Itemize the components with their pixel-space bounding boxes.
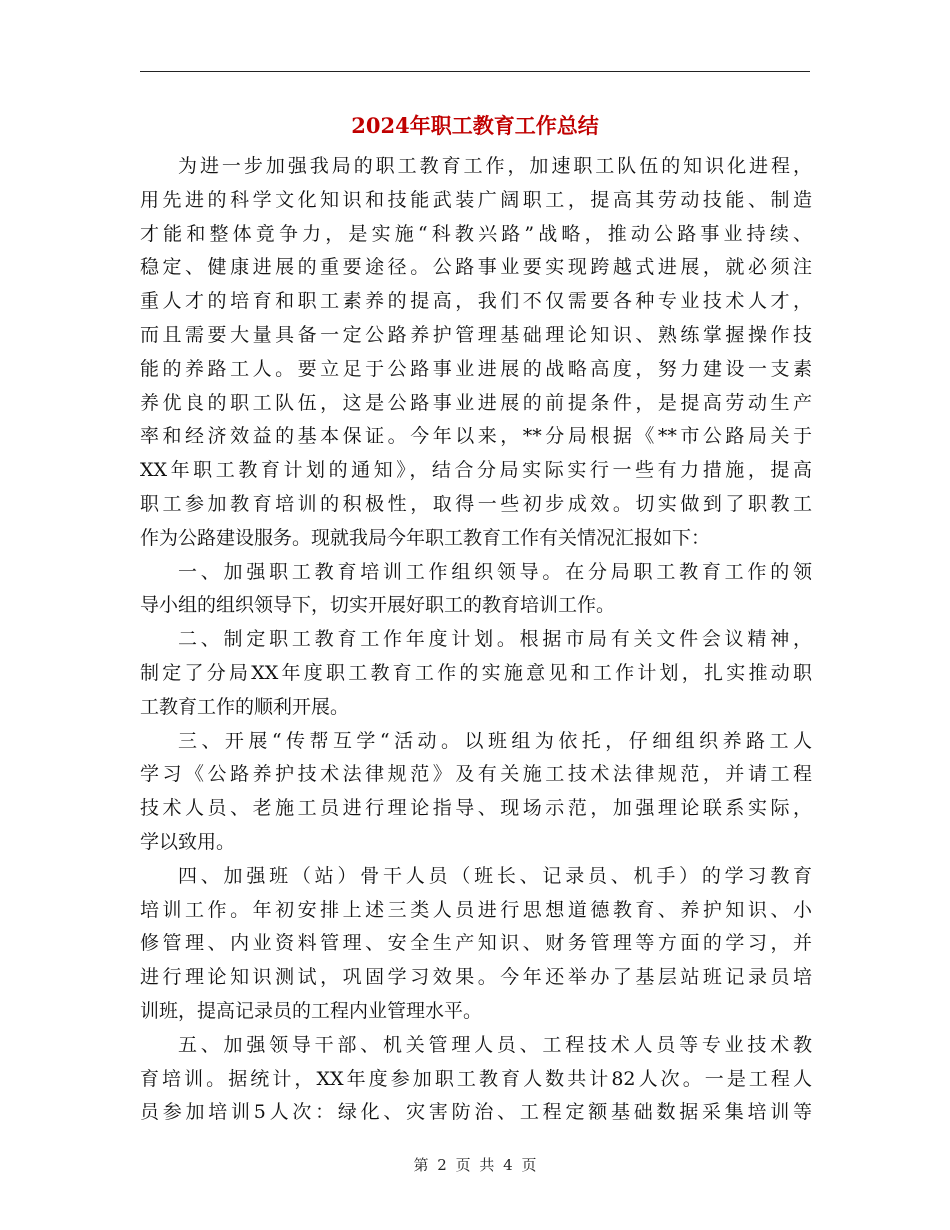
paragraph-line: 而且需要大量具备一定公路养护管理基础理论知识、熟练掌握操作技 [140,323,812,346]
paragraph-line: 养优良的职工队伍，这是公路事业进展的前提条件，是提高劳动生产 [140,391,812,414]
paragraph-line: 率和经济效益的基本保证。今年以来，**分局根据《**市公路局关于 [140,425,812,448]
paragraph [140,150,812,556]
paragraph-line: 二、制定职工教育工作年度计划。根据市局有关文件会议精神， [178,628,812,651]
paragraph-line: 学习《公路养护技术法律规范》及有关施工技术法律规范，并请工程 [140,763,812,786]
paragraph-line: 进行理论知识测试，巩固学习效果。今年还举办了基层站班记录员培 [140,966,812,989]
paragraph-line: 制定了分局XX年度职工教育工作的实施意见和工作计划，扎实推动职 [140,661,812,684]
paragraph-line: 用先进的科学文化知识和技能武装广阔职工，提高其劳动技能、制造 [140,188,812,211]
paragraph-line: 四、加强班（站）骨干人员（班长、记录员、机手）的学习教育 [178,864,812,887]
paragraph-line: 稳定、健康进展的重要途径。公路事业要实现跨越式进展，就必须注 [140,256,812,279]
paragraph [140,556,812,624]
paragraph-line: 为进一步加强我局的职工教育工作，加速职工队伍的知识化进程， [178,155,812,177]
paragraph-line: 技术人员、老施工员进行理论指导、现场示范，加强理论联系实际， [140,797,812,820]
paragraph-line: 重人才的培育和职工素养的提高，我们不仅需要各种专业技术人才， [140,290,812,313]
paragraph [140,1029,812,1130]
paragraph-line: XX年职工教育计划的通知》，结合分局实际实行一些有力措施，提高 [140,459,812,482]
paragraph-line: 学以致用。 [140,830,236,853]
paragraph-line: 五、加强领导干部、机关管理人员、工程技术人员等专业技术教 [178,1033,812,1056]
paragraph-line: 一、加强职工教育培训工作组织领导。在分局职工教育工作的领 [178,560,812,583]
paragraph-line: 导小组的组织领导下，切实开展好职工的教育培训工作。 [140,594,616,617]
paragraph-line: 工教育工作的顺利开展。 [140,695,350,718]
document-title: 2024年职工教育工作总结 [351,113,599,138]
paragraph-line: 员参加培训5人次：绿化、灾害防治、工程定额基础数据采集培训等 [140,1101,812,1124]
paragraph-line: 能的养路工人。要立足于公路事业进展的战略高度，努力建设一支素 [140,357,812,380]
page-footer: 第 2 页 共 4 页 [413,1156,537,1174]
paragraph-line: 才能和整体竟争力，是实施“科教兴路”战略，推动公路事业持续、 [140,222,812,245]
paragraph-line: 职工参加教育培训的积极性，取得一些初步成效。切实做到了职教工 [140,492,812,515]
paragraph-line: 作为公路建设服务。现就我局今年职工教育工作有关情况汇报如下： [140,526,711,549]
paragraph-line: 培训工作。年初安排上述三类人员进行思想道德教育、养护知识、小 [140,898,812,921]
document-body [140,150,812,1130]
header-rule [140,71,810,72]
paragraph-line: 育培训。据统计，XX年度参加职工教育人数共计82人次。一是工程人 [140,1067,812,1090]
paragraph-line: 三、开展“传帮互学“活动。以班组为依托，仔细组织养路工人 [178,729,812,752]
paragraph [140,725,812,860]
paragraph [140,623,812,724]
paragraph-line: 修管理、内业资料管理、安全生产知识、财务管理等方面的学习，并 [140,932,812,955]
paragraph [140,860,812,1029]
paragraph-line: 训班，提高记录员的工程内业管理水平。 [140,999,483,1022]
